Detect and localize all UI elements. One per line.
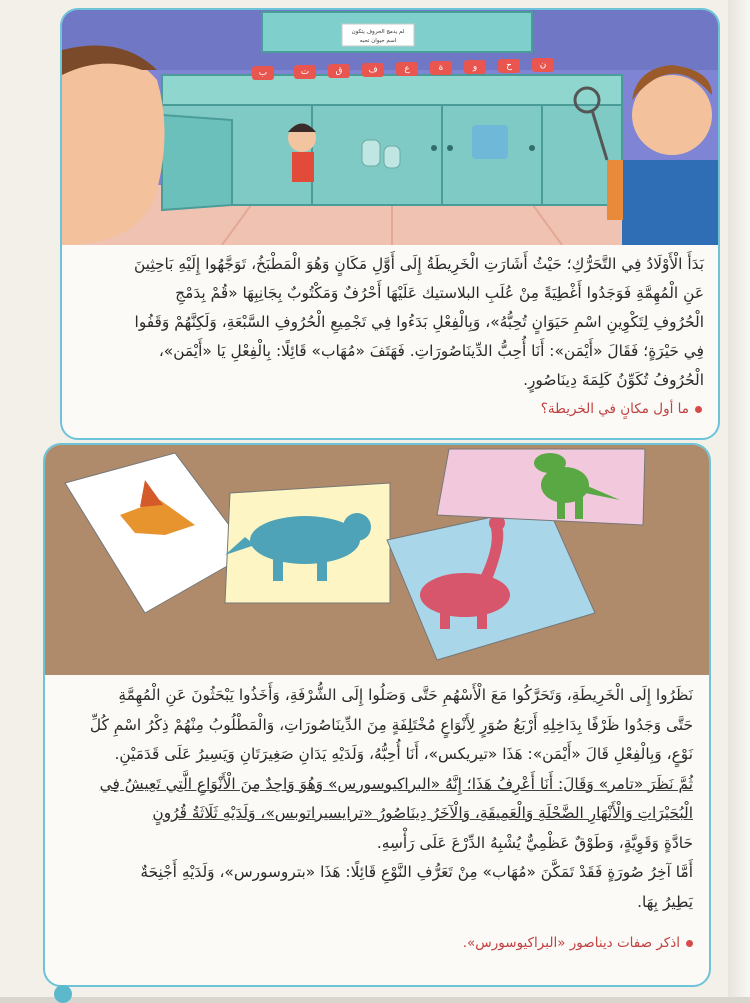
text-line: ثُمَّ نَظَرَ «تامر» وَقَالَ: أَنَا أَعْرِفُ هَذَا؛ إِنَّهُ «البراكيوسورس» وَهُوَ وَاحِدٌ مِنَ الْأَنْوَاعِ الَّتِي تَعِيشُ فِي — [99, 774, 693, 793]
question-1 — [541, 401, 702, 417]
letter-tab: و — [464, 60, 486, 74]
story-panel-kitchen — [60, 8, 720, 440]
letter-tab: ق — [328, 64, 350, 78]
text-line: نَوْعٍ، وَبِالْفِعْلِ قَالَ «أَيْمَن»: هَذَا «تيريكس»، أَنَا أُحِبُّهُ، وَلَدَيْهِ يَدَانِ صَغِيرَتَانِ وَيَسِيرُ عَلَى قَدَمَيْنِ. — [114, 745, 693, 763]
question-2-text: اذكر صفات ديناصور «البراكيوسورس». — [462, 935, 680, 951]
kitchen-illustration — [62, 10, 718, 245]
page-corner-decoration — [54, 985, 72, 1003]
text-line: الْحُرُوفِ لِتَكْوِينِ اسْمِ حَيَوَانٍ تُحِبُّهُ»، وَبِالْفِعْلِ بَدَءُوا فِي تَجْمِيعِ الْحُرُوفِ السَّبْعَةِ، وَلَكِنَّهُمْ وَقَفُوا — [134, 313, 704, 331]
story-text-2 — [59, 681, 693, 917]
text-line: فِي حَيْرَةٍ؛ فَقَالَ «أَيْمَن»: أَنَا أُحِبُّ الدِّينَاصُورَاتِ. فَهَتَفَ «مُهَاب» قَائِلًا: بِالْفِعْلِ يَا «أَيْمَن»، — [158, 342, 704, 360]
letter-tab: ف — [362, 63, 384, 77]
letter-tab: ة — [430, 61, 452, 75]
story-panel-balcony — [43, 443, 711, 987]
text-line: الْحُرُوفُ تُكَوِّنُ كَلِمَةَ دِينَاصُورٍ. — [523, 371, 704, 389]
text-line: عَنِ الْمُهِمَّةِ فَوَجَدُوا أَغْطِيَةً مِنْ عُلَبِ البلاستيك عَلَيْهَا أَحْرُفٌ وَمَكْتُوبٌ بِجَانِبِهَا «قُمْ بِدَمْجِ — [175, 284, 704, 302]
letter-tab: ع — [396, 62, 418, 76]
letter-tab: ب — [252, 66, 274, 80]
question-2 — [463, 935, 693, 951]
sign-line-2: اسم حيوان تحبه — [359, 38, 397, 44]
bullet-icon — [695, 406, 702, 413]
sign-line-1: لم يدمج الحروف يتكون — [351, 29, 405, 35]
text-line: الْبُحَيْرَاتِ وَالْأَنْهَارِ الضَّحْلَةِ وَالْعَمِيقَةِ، وَالْآخَرُ دِينَاصُورُ «ترايسيراتوبس»، وَلَدَيْهِ ثَلَاثَةُ قُرُونٍ — [152, 804, 693, 822]
text-line: نَظَرُوا إِلَى الْخَرِيطَةِ، وَتَحَرَّكُوا مَعَ الْأَسْهُمِ حَتَّى وَصَلُوا إِلَى الشُّرْفَةِ، وَأَخَذُوا يَبْحَثُونَ عَنِ الْمُهِمَّةِ — [118, 686, 693, 704]
text-line: يَطِيرُ بِهَا. — [637, 892, 693, 911]
text-line: أَمَّا آخِرُ صُورَةٍ فَقَدْ تَمَكَّنَ «مُهَاب» مِنْ تَعَرُّفِ النَّوْعِ قَائِلًا: هَذَا «بتروسورس»، وَلَدَيْهِ أَجْنِحَةٌ — [140, 863, 693, 881]
triceratops-card — [225, 483, 390, 603]
letter-tab: ح — [498, 59, 520, 73]
trex-card — [437, 449, 645, 525]
page-edge — [728, 0, 750, 997]
text-line: حَادَّةٍ وَقَوِيَّةٍ، وَطَوْقٌ عَظْمِيٌّ يُشْبِهُ الدِّرْعَ عَلَى رَأْسِهِ. — [376, 833, 693, 852]
text-line: بَدَأَ الْأَوْلَادُ فِي التَّحَرُّكِ؛ حَيْثُ أَشَارَتِ الْخَرِيطَةُ إِلَى أَوَّلِ مَكَانٍ وَهُوَ الْمَطْبَخُ، تَوَجَّهُوا إِلَيْهِ بَاحِثِينَ — [133, 255, 704, 273]
question-1-text: ما أول مكانٍ في الخريطة؟ — [540, 401, 689, 417]
letter-tab: ت — [294, 65, 316, 79]
text-line: حَتَّى وَجَدُوا ظَرْفًا بِدَاخِلِهِ أَرْبَعُ صُوَرٍ لِأَنْوَاعٍ مُخْتَلِفَةٍ مِنَ الدِّينَاصُورَاتِ، وَالْمَطْلُوبُ مِنْهُمْ ذِكْرُ اسْمِ كُلِّ — [89, 715, 693, 734]
letter-tab: ن — [532, 58, 554, 72]
bullet-icon — [686, 940, 693, 947]
story-text-1 — [76, 250, 704, 395]
dinosaur-cards-illustration — [45, 445, 709, 675]
